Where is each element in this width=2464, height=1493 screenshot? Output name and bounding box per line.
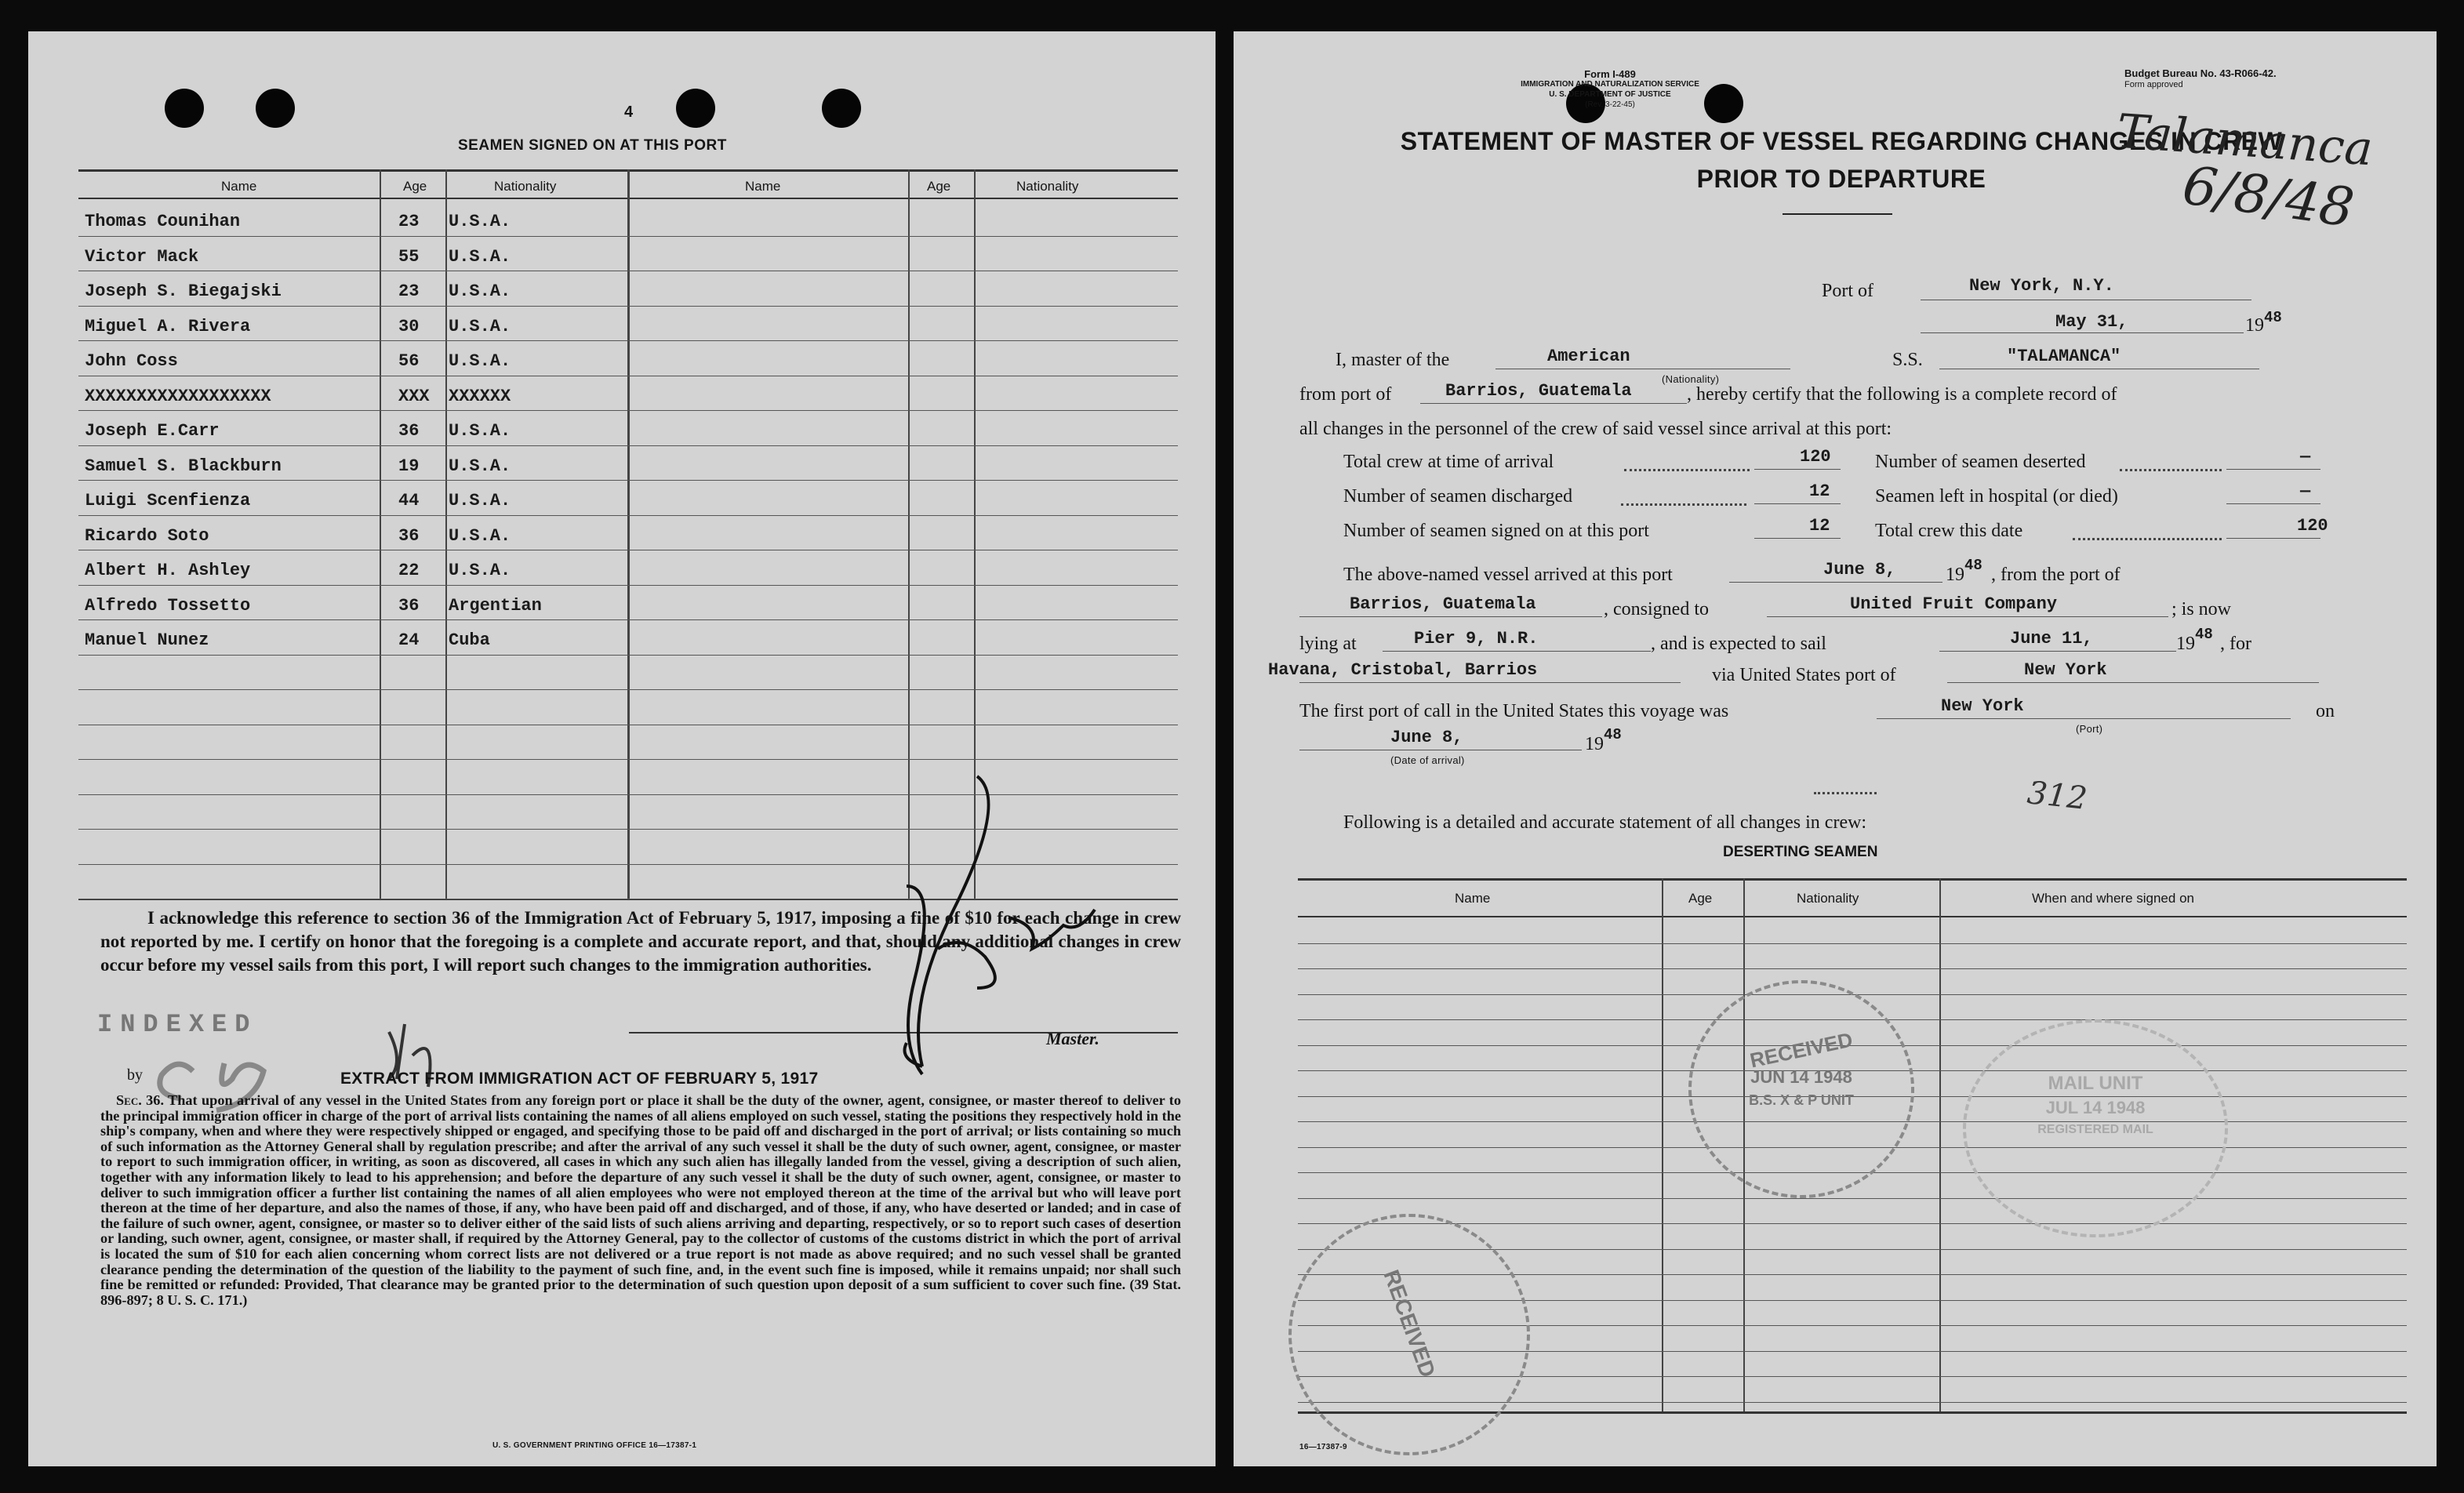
arrived-from-port: Barrios, Guatemala	[1350, 594, 1536, 614]
from-port-text: , from the port of	[1991, 565, 2121, 585]
desert-header-age: Age	[1688, 891, 1713, 906]
seaman-age: 23	[398, 282, 420, 301]
table-row-line	[78, 410, 1178, 411]
col-header-nationality: Nationality	[494, 179, 557, 194]
seaman-age: 36	[398, 596, 420, 616]
port-of-value: New York, N.Y.	[1969, 276, 2114, 296]
seaman-age: 36	[398, 421, 420, 441]
table-row-line	[78, 340, 1178, 341]
expected-sail-label: , and is expected to sail	[1651, 634, 1826, 654]
seaman-nationality: U.S.A.	[449, 421, 511, 441]
received-stamp-date: JUN 14 1948	[1750, 1067, 1852, 1087]
seaman-nationality: XXXXXX	[449, 387, 511, 406]
total-crew-arrival: 120	[1800, 447, 1831, 467]
col-header-name: Name	[221, 179, 257, 194]
via-label: via United States port of	[1712, 665, 1896, 685]
vessel-name: "TALAMANCA"	[2007, 347, 2121, 366]
deserted-count: —	[2300, 447, 2311, 467]
agency-line-2: U. S. DEPARTMENT OF JUSTICE	[1549, 90, 1671, 99]
form-approved: Form approved	[2124, 80, 2183, 89]
acknowledgement-text: I acknowledge this reference to section 36 of the Immigration Act of February 5, 1917, imposing a fine of $10 for each change in crew not reported by me. I certify on honor that the foregoing is a complete and accurate report, and that, should any additional changes in crew occur before my vessel sails from this port, I will report such changes to the immigration authorities.	[100, 908, 1181, 975]
seaman-age: 22	[398, 561, 420, 580]
form-header	[1485, 69, 1735, 110]
signed-on-count: 12	[1809, 516, 1830, 536]
table-row-line	[78, 619, 1178, 620]
table-row-line	[78, 515, 1178, 516]
form-number: Form I-489	[1584, 68, 1636, 80]
seaman-age: XXX	[398, 387, 430, 406]
mail-unit-registered: REGISTERED MAIL	[2037, 1123, 2153, 1136]
mail-unit-date: JUL 14 1948	[2045, 1098, 2146, 1117]
nationality-caption: (Nationality)	[1662, 373, 1720, 385]
hospital-count: —	[2300, 481, 2311, 501]
by-label: by	[127, 1066, 143, 1084]
table-row-line	[78, 689, 1178, 690]
port-caption: (Port)	[2076, 723, 2103, 735]
seaman-nationality: Cuba	[449, 630, 490, 650]
section-label: Sec. 36.	[116, 1092, 165, 1108]
master-signature	[812, 761, 1173, 1098]
table-row-line	[1298, 968, 2407, 969]
page-number: 4	[624, 104, 634, 121]
left-page	[28, 31, 1216, 1466]
via-port: New York	[2024, 660, 2107, 680]
arrived-text: The above-named vessel arrived at this port	[1343, 565, 1673, 585]
destination: Havana, Cristobal, Barrios	[1268, 660, 1538, 680]
col-header-age: Age	[403, 179, 427, 194]
ss-label: S.S.	[1892, 350, 1923, 370]
section-title: SEAMEN SIGNED ON AT THIS PORT	[458, 137, 727, 154]
seaman-age: 44	[398, 491, 420, 510]
seaman-name: Miguel A. Rivera	[85, 317, 251, 336]
arrived-date: June 8,	[1823, 560, 1896, 579]
mail-unit-stamp	[1963, 1019, 2228, 1237]
revision: (Rev. 3-22-45)	[1585, 100, 1635, 109]
seaman-name: Joseph S. Biegajski	[85, 282, 282, 301]
handwritten-number: 312	[2025, 775, 2089, 817]
mail-unit-label: MAIL UNIT	[2048, 1073, 2143, 1094]
port-of-label: Port of	[1822, 281, 1873, 301]
table-row-line	[1298, 943, 2407, 944]
seaman-name: Ricardo Soto	[85, 526, 209, 546]
discharged-count: 12	[1809, 481, 1830, 501]
table-row-line	[78, 585, 1178, 586]
received-stamp-label: RECEIVED	[1747, 1027, 1855, 1073]
seaman-age: 24	[398, 630, 420, 650]
seaman-age: 30	[398, 317, 420, 336]
form-title: STATEMENT OF MASTER OF VESSEL REGARDING CHANGES IN CREW	[1400, 127, 2283, 155]
year-prefix: 19	[2245, 315, 2264, 336]
total-crew-date: 120	[2297, 516, 2328, 536]
seaman-name: Alfredo Tossetto	[85, 596, 251, 616]
from-port-value: Barrios, Guatemala	[1445, 381, 1632, 401]
form-subtitle: PRIOR TO DEPARTURE	[1696, 165, 1986, 193]
seaman-nationality: Argentian	[449, 596, 542, 616]
extract-title: EXTRACT FROM IMMIGRATION ACT OF FEBRUARY 5, 1917	[340, 1070, 819, 1088]
agency-line-1: IMMIGRATION AND NATURALIZATION SERVICE	[1521, 80, 1699, 89]
master-of-label: I, master of the	[1336, 350, 1450, 370]
seaman-name: Manuel Nunez	[85, 630, 209, 650]
seaman-age: 19	[398, 456, 420, 476]
seaman-name: Albert H. Ashley	[85, 561, 251, 580]
date-arrival-caption: (Date of arrival)	[1390, 754, 1465, 766]
table-row-line	[1298, 1223, 2407, 1224]
seaman-name: Thomas Counihan	[85, 212, 241, 231]
first-port-value: New York	[1941, 696, 2024, 716]
punch-hole	[822, 89, 861, 128]
seaman-name: XXXXXXXXXXXXXXXXXX	[85, 387, 271, 406]
punch-hole	[165, 89, 204, 128]
received-stamp-unit: B.S. X & P UNIT	[1749, 1092, 1854, 1108]
vessel-nationality: American	[1547, 347, 1630, 366]
punch-hole	[256, 89, 295, 128]
desert-header-name: Name	[1455, 891, 1491, 906]
seaman-nationality: U.S.A.	[449, 561, 511, 580]
master-label: Master.	[1046, 1029, 1099, 1048]
total-crew-arrival-label: Total crew at time of arrival	[1343, 452, 1554, 472]
printer-line: U. S. GOVERNMENT PRINTING OFFICE 16—17387-1	[492, 1441, 697, 1450]
budget-bureau: Budget Bureau No. 43-R066-42.	[2124, 67, 2277, 79]
is-now-text: ; is now	[2171, 599, 2232, 619]
from-port-label: from port of	[1299, 384, 1392, 405]
handwritten-date: 6/8/48	[2179, 154, 2358, 240]
extract-text	[100, 1093, 1181, 1308]
seaman-nationality: U.S.A.	[449, 247, 511, 267]
punch-hole	[676, 89, 715, 128]
desert-header-signed-on: When and where signed on	[2032, 891, 2194, 906]
seaman-name: Joseph E.Carr	[85, 421, 220, 441]
all-changes-text: all changes in the personnel of the crew of said vessel since arrival at this port:	[1299, 419, 1892, 439]
discharged-label: Number of seamen discharged	[1343, 486, 1573, 507]
right-page: Form I-489 IMMIGRATION AND NATURALIZATION SERVICE U. S. DEPARTMENT OF JUSTICE (Rev. 3-22-45) Budget Bureau No. 43-R066-42. Form approved STATEMENT OF MASTER OF VESSEL REGARDING CHANGES IN CREW PRIOR TO DEPARTURE Talamanca 6/8/48 Port of New York, N.Y. May 31, 19 48 I, master of the American (Nationality) S.S. "TALAMANCA" from port of Barrios, Guatemala , hereby certify that the following is a complete record of all changes in the personnel of the crew of said vessel since arrival at this port: Total crew at time of arrival 120 Number of seamen discharged 12 Number of seamen signed on at this port 12 Number of seamen deserted — Seamen left in hospital (or died) — Total crew this date 120 The above-named vessel arrived at this port June 8, 19 48 , from the port of Barrios, Guatemala , consigned to United Fruit Company ; is now lying at Pier 9, N.R. , and is expected to sail June 11, 19 48 , for Havana, Cristobal, Barrios via United States port of New York The first port of call in the United States this voyage was New York (Port) on June 8, 19 48 (Date of arrival) 312 Following is a detailed and accurate statement of all changes in crew: DESERTING SEAMEN Name Age Nationality When and where signed on RECEIVED JUN 14 1948 B.S. X & P UNIT MAIL UNIT JUL 14 1948 REGISTERED MAIL RECEIVED 16—17387-9	[1234, 31, 2437, 1466]
lying-at-label: lying at	[1299, 634, 1357, 654]
table-row-line	[78, 445, 1178, 446]
seaman-nationality: U.S.A.	[449, 351, 511, 371]
seaman-nationality: U.S.A.	[449, 282, 511, 301]
seaman-nationality: U.S.A.	[449, 491, 511, 510]
first-arrival-year: 48	[1604, 726, 1622, 743]
statement-year: 48	[2264, 309, 2282, 326]
statement-date: May 31,	[2055, 312, 2128, 332]
sail-date: June 11,	[2010, 629, 2093, 648]
col-header-name-2: Name	[745, 179, 781, 194]
table-row-line	[78, 655, 1178, 656]
consignee: United Fruit Company	[1850, 594, 2058, 614]
seaman-age: 36	[398, 526, 420, 546]
handwritten-vessel-name: Talamanca	[2114, 104, 2375, 177]
seaman-age: 56	[398, 351, 420, 371]
seaman-nationality: U.S.A.	[449, 456, 511, 476]
table-row-line	[1298, 1198, 2407, 1199]
table-row-line	[78, 759, 1178, 760]
hospital-label: Seamen left in hospital (or died)	[1875, 486, 2118, 507]
seaman-age: 55	[398, 247, 420, 267]
bottom-received-stamp	[1288, 1214, 1530, 1455]
seaman-name: Samuel S. Blackburn	[85, 456, 282, 476]
desert-header-nationality: Nationality	[1797, 891, 1859, 906]
lying-at-value: Pier 9, N.R.	[1414, 629, 1539, 648]
certify-text: , hereby certify that the following is a complete record of	[1687, 384, 2117, 405]
for-label: , for	[2220, 634, 2251, 654]
extract-body: That upon arrival of any vessel in the United States from any foreign port or place it shall be the duty of the owner, agent, consignee, or master thereof to deliver to the principal immigration officer in charge of the port of arrival lists containing the names of all aliens employed on such vessel, stating the positions they respectively hold in the ship's company, when and where they were respectively shipped or engaged, and specifying those to be paid off and discharged in the port of arrival; or lists containing so much of such information as the Attorney General shall by regulation prescribe; and after the arrival of any such vessel it shall be the duty of such owner, agent, consignee, or master to report to such immigration officer, in writing, as soon as discovered, all cases in which any such alien has illegally landed from the vessel, giving a description of such alien, together with any information likely to lead to his apprehension; and before the departure of any such vessel it shall be the duty of such owner, agent, consignee, or master to deliver to such immigration officer a further list containing the names of all alien employees who were not employed thereon at the time of the arrival but who will leave port thereon at the time of her departure, and also the names of those, if any, who have been paid off and discharged, and of those, if any, who have deserted or landed; and in case of the failure of such owner, agent, consignee, or master so to deliver either of the said lists of such aliens arriving and departing, respectively, or so to report such cases of desertion or landing, such owner, agent, consignee, or master shall, if required by the Attorney General, pay to the collector of customs of the customs district in which the port of arrival is located the sum of $10 for each alien concerning whom correct lists are not delivered or a true report is not made as above required; and no such vessel shall be granted clearance pending the determination of the question of the liability to the payment of such fine, and, in the event such fine is imposed, while it remains unpaid; nor shall such fine be remitted or refunded: Provided, That clearance may be granted prior to the determination of such question upon deposit of a sum sufficient to cover such fine. (39 Stat. 896-897; 8 U. S. C. 171.)	[100, 1092, 1181, 1308]
seaman-nationality: U.S.A.	[449, 317, 511, 336]
seaman-name: John Coss	[85, 351, 178, 371]
arrived-year: 48	[1964, 557, 1982, 574]
first-port-label: The first port of call in the United States this voyage was	[1299, 701, 1729, 721]
table-row-line	[78, 236, 1178, 237]
table-row-line	[78, 480, 1178, 481]
received-stamp	[1688, 980, 1914, 1198]
table-row-line	[78, 306, 1178, 307]
seaman-age: 23	[398, 212, 420, 231]
seaman-nationality: U.S.A.	[449, 526, 511, 546]
seaman-nationality: U.S.A.	[449, 212, 511, 231]
sail-year: 48	[2195, 626, 2213, 643]
total-crew-date-label: Total crew this date	[1875, 521, 2023, 541]
printer-line-right: 16—17387-9	[1299, 1443, 1347, 1451]
following-text: Following is a detailed and accurate statement of all changes in crew:	[1343, 812, 1867, 833]
seaman-name: Victor Mack	[85, 247, 199, 267]
col-header-nationality-2: Nationality	[1016, 179, 1079, 194]
bottom-stamp-label: RECEIVED	[1379, 1266, 1441, 1381]
indexed-stamp: INDEXED	[97, 1010, 258, 1039]
deserted-label: Number of seamen deserted	[1875, 452, 2086, 472]
on-label: on	[2316, 701, 2335, 721]
first-arrival-date: June 8,	[1390, 728, 1463, 747]
col-header-age-2: Age	[927, 179, 951, 194]
consigned-label: , consigned to	[1604, 599, 1709, 619]
signed-on-label: Number of seamen signed on at this port	[1343, 521, 1649, 541]
seaman-name: Luigi Scenfienza	[85, 491, 251, 510]
deserting-title: DESERTING SEAMEN	[1723, 844, 1878, 860]
